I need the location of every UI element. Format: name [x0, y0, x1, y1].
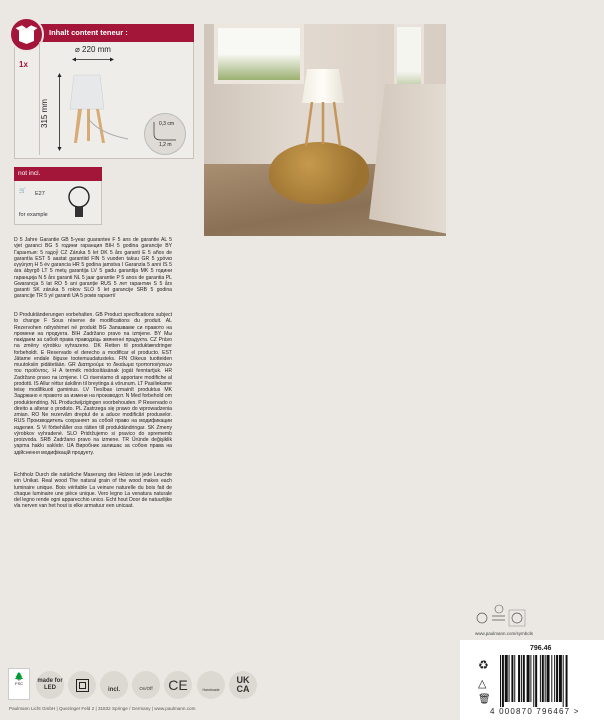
- barcode-bar: [533, 655, 534, 707]
- ce-logo: CE: [164, 671, 192, 699]
- barcode-bar: [559, 655, 562, 702]
- example-note: for example: [19, 212, 48, 218]
- barcode-bar: [527, 655, 530, 702]
- cable-height: 0,3 cm: [159, 121, 175, 127]
- barcode-bar: [500, 655, 501, 707]
- dimmer-symbols-icon: [474, 603, 534, 629]
- fsc-label: FSC: [15, 681, 23, 686]
- not-included-header: not incl.: [14, 167, 102, 181]
- barcode-bar: [518, 655, 520, 702]
- real-wood-text: Echtholz Durch die natürliche Maserung des Holzes ist jede Leuchte ein Unikat. Real wood The natural grain of the wood makes each luminaire unique. Bois véritable La veinure naturelle du bois fait de chaque luminaire une pièce unique. Vero legno La venatura naturale del legno rende ogni apparecchio unico. Echt hout Door de natuurlijke vla nerven van het hout is elke armatuur een unicaat.: [14, 472, 172, 510]
- barcode-bar: [540, 655, 541, 702]
- cable-length-icon: [144, 113, 186, 155]
- green-dot-icon: ♻: [478, 658, 489, 672]
- barcode-bar: [554, 655, 555, 702]
- product-photo: [204, 24, 446, 236]
- lamp-illustration: [68, 73, 138, 153]
- ukca-logo: UK CA: [229, 671, 257, 699]
- barcode-bar: [521, 655, 522, 702]
- cable-length: 1,2 m: [159, 142, 172, 148]
- company-footer: Paulmann Licht GmbH | Quezinger Feld 2 | 31832 Springe / Germany | www.paulmann.com: [9, 706, 196, 711]
- fsc-logo: 🌲 FSC: [8, 668, 30, 700]
- barcode-bar: [563, 655, 564, 707]
- symbols-url: www.paulmann.com/symbols: [475, 631, 534, 636]
- trash-bin-icon: 🗑: [478, 694, 491, 705]
- barcode-bar: [545, 655, 546, 702]
- barcode-bar: [514, 655, 515, 702]
- barcode-bar: [535, 655, 537, 707]
- barcode-bar: [530, 655, 531, 702]
- bulb-icon: [66, 185, 92, 223]
- barcode-bar: [502, 655, 504, 707]
- height-arrow: [57, 73, 62, 151]
- barcode-bar: [556, 655, 558, 702]
- product-changes-text: D Produktänderungen vorbehalten. GB Product specifications subject to change F Sous réserve de modifications du produit. AL Rezervohen ndryshimet në produkt BG Запазваме си правото на промени на продукта. BIH Zadržano pravo na izmjene. BY Мы пакідаем за сабой права праводзіць змяненні прадукта. CZ Právo na změny výrobku vyhrazeno. DK Retten til produktændringer forbeholdt. E Reservado el derecho a modificar el producto. EST Jätame endale õiguse tootemuudatusteks. FIN Oikeus tuotteiden muutoksiin pidätetään. GR Διατηρούμε το δικαίωμα τροποποιήσεων του προϊόντος. H A termék módosításának jogát fenntartjuk. HR Zadržano pravo na izmjene. I Ci riserviamo di apportare modifiche al prodotti. IS Allur réttur áskilinn til breytinga á vörunum. LT Pasiliekame teisę modifikuoti gaminius. LV Tiesības izmainīt produktus MK Задржано е правото за измени на производот. N Med forbehold om produktendring. NL Productwijzigingen voorbehouden. P Reservado o direito a alterar o produto. PL Zastrzega się prawo do wprowadzenia zmian. RO Ne rezervăm dreptul de a aduce modificări produselor. RUS Производитель сохраняет за собой право на модификации изделия. S Vi förbehåller oss rätten till produktändringar. SK Zmeny výrobkov vyhradené. SLO Pridržujemo si pravico do sprememb proizvoda. SRB Zadržano pravo na izmene. TR Üründe değişiklik yapma hakkı saklıdır. UA Виробник залишає за собою права на здійснення модифікацій продукту.: [14, 312, 172, 456]
- width-arrow: [72, 57, 114, 62]
- barcode-bar: [542, 655, 544, 702]
- diameter-label: ⌀ 220 mm: [75, 45, 111, 54]
- barcode-digits: 4 000870 796467 >: [490, 707, 580, 716]
- quantity: 1x: [19, 60, 28, 69]
- made-for-led-logo: made for LED: [36, 671, 64, 699]
- height-label: 315 mm: [40, 99, 49, 128]
- on-off-switch-logo: On/Off: [132, 671, 160, 699]
- class-ii-logo: [68, 671, 96, 699]
- handmade-logo: Handmade: [197, 671, 225, 699]
- recycling-triangle-icon: △: [478, 678, 487, 690]
- bulb-included-logo: incl.: [100, 671, 128, 699]
- barcode-bar: [547, 655, 550, 702]
- barcode-bar: [566, 655, 568, 707]
- socket-label: E27: [35, 191, 45, 197]
- warranty-text: D 5 Jahre Garantie GB 5-year guarantee F 5 ans de garantie AL 5 vjet garanci BG 5 години гаранция BIH 5 godina garancije BY Гарантыя: 5 гадоў CZ Záruka 5 let DK 5 års garanti E 5 años de garantía EST 5 aastat garantiid FIN 5 vuoden takuu GR 5 χρόνια εγγύηση H 5 év garancia HR 5 godina jamstva I Garanzia 5 anni IS 5 ára ábyrgð LT 5 metų garantija LV 5 gadu garantija MK 5 години гаранција N 5 års garanti NL 5 jaar garantie P 5 anos de garantia PL Gwarancja 5 lat RO 5 ani garanție RUS 5 лет гарантии S 5 års garanti SK záruka 5 rokov SLO 5 let garancije SRB 5 godina garancije TR 5 yıl garanti UA 5 років гарантії: [14, 237, 172, 300]
- barcode-bar: [551, 655, 552, 702]
- barcode-bar: [509, 655, 510, 702]
- contents-header: Inhalt content teneur :: [25, 24, 194, 42]
- article-number: 796.46: [530, 645, 552, 652]
- barcode-bar: [511, 655, 513, 702]
- cart-icon: 🛒: [19, 188, 26, 194]
- barcode-bar: [505, 655, 508, 702]
- barcode: [498, 655, 588, 707]
- barcode-bar: [523, 655, 525, 702]
